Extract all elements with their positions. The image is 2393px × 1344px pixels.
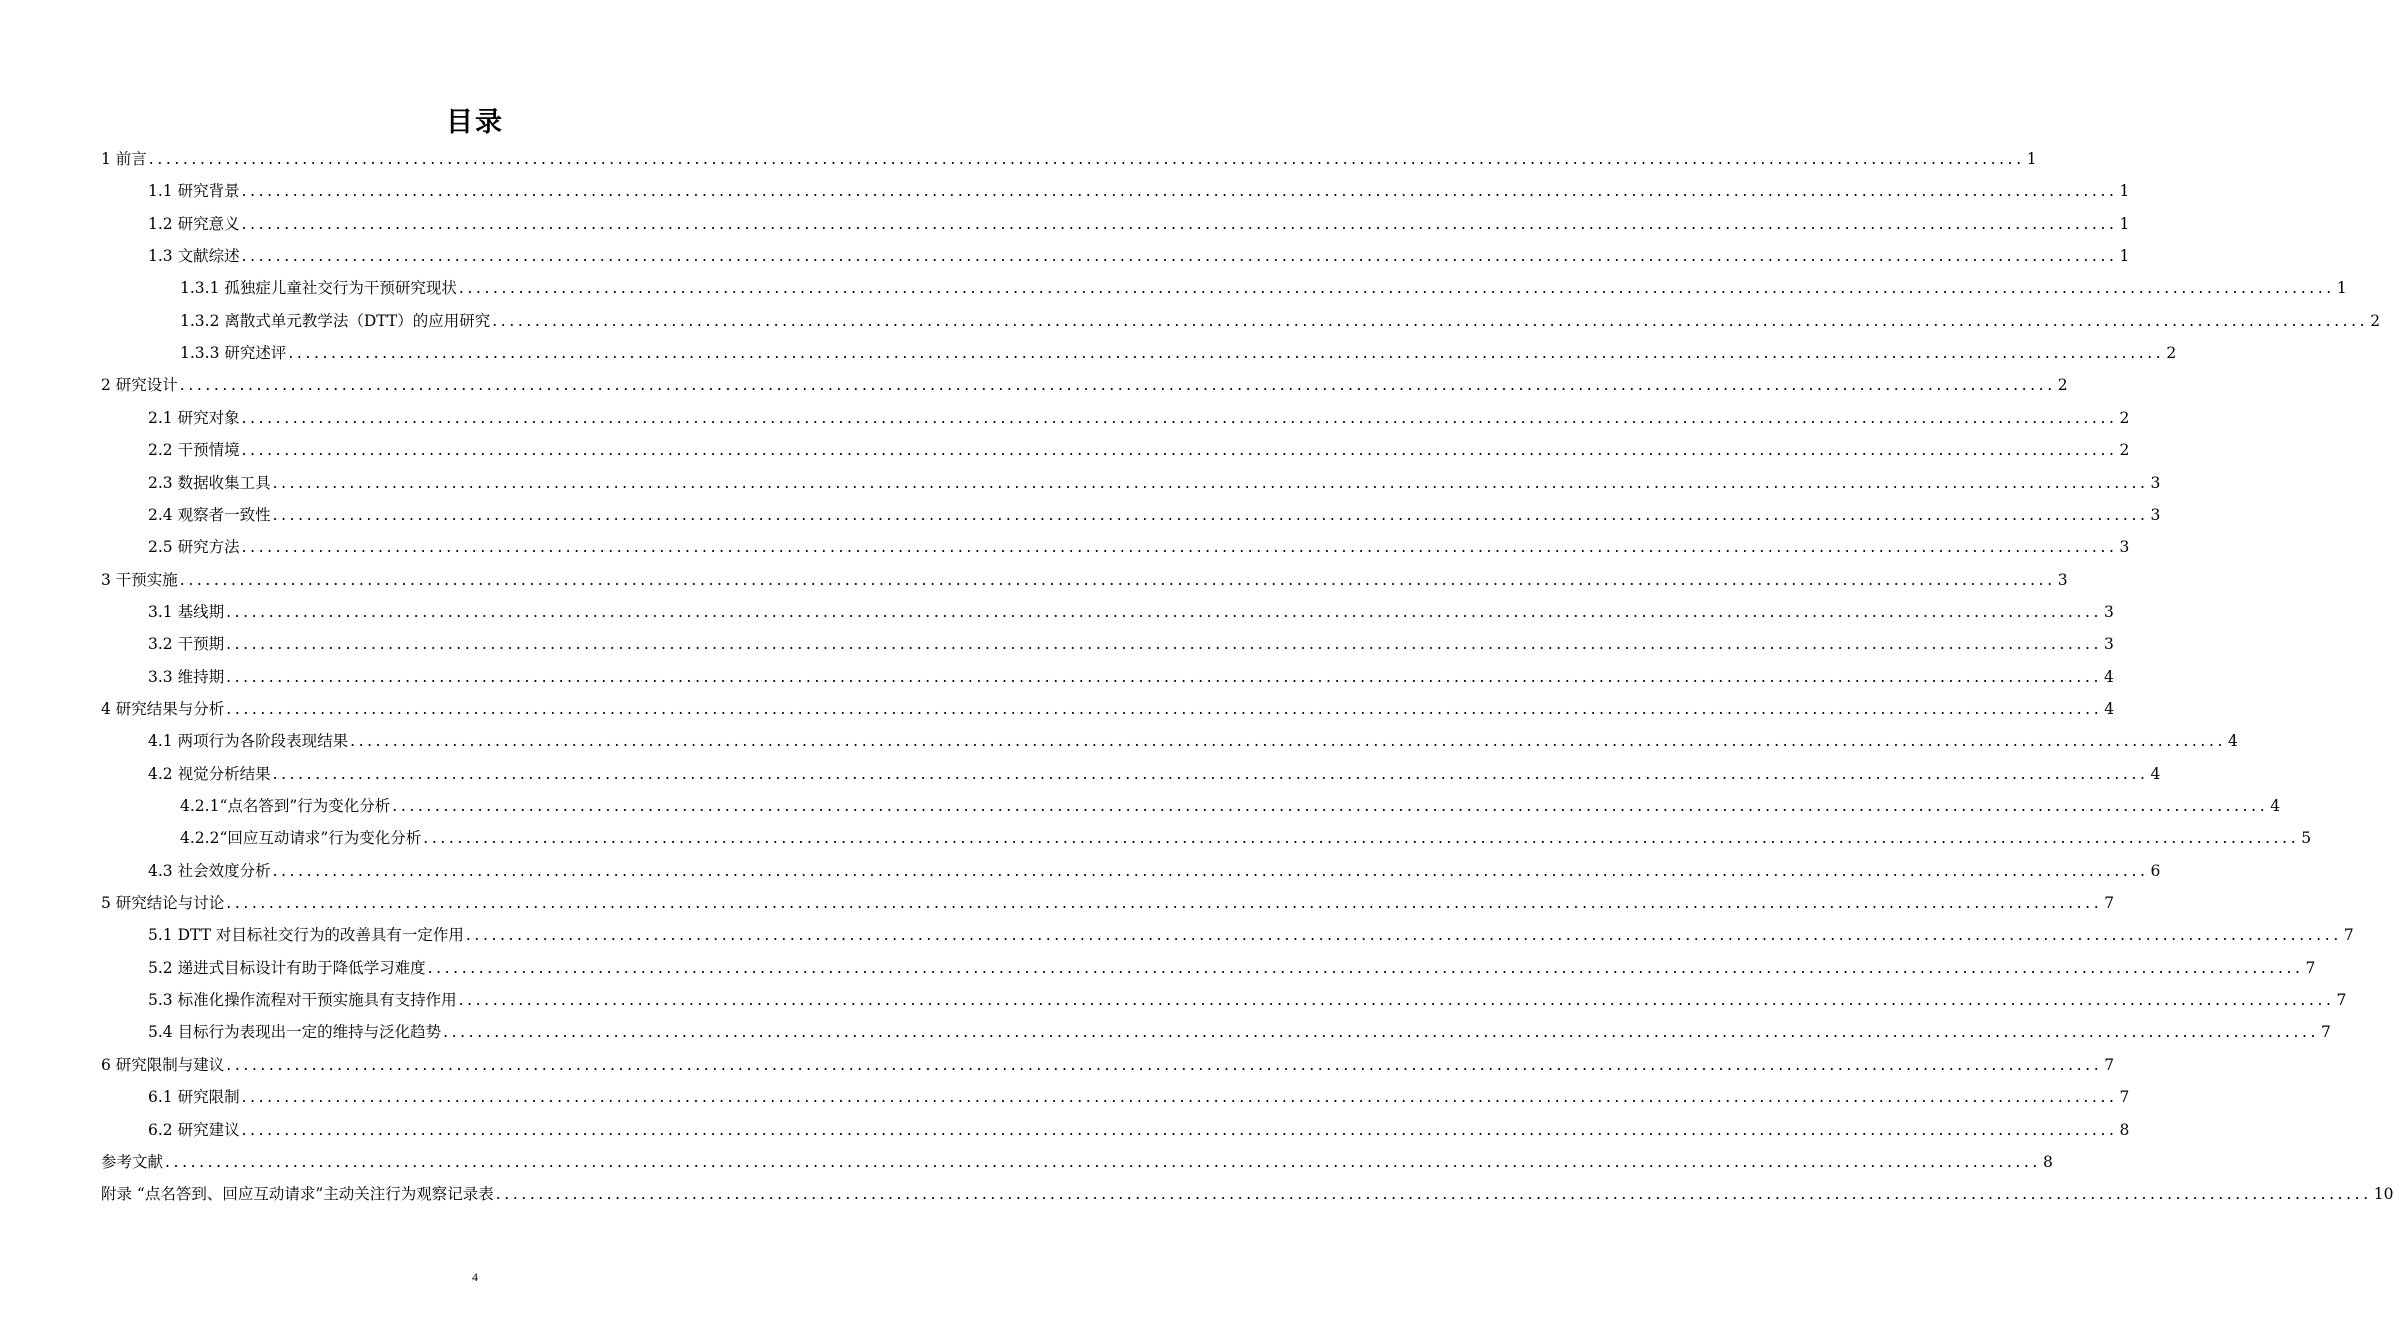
toc-leader-dots: ............................................................................................................................................................................................................................ bbox=[241, 1088, 2118, 1107]
toc-entry-label: 4 研究结果与分析 bbox=[101, 699, 225, 718]
toc-entry-label: 1.1 研究背景 bbox=[148, 182, 240, 201]
toc-entry-label: 1.3.1 孤独症儿童社交行为干预研究现状 bbox=[180, 279, 457, 298]
toc-entry-page: 7 bbox=[2119, 1088, 2130, 1107]
toc-entry-page: 2 bbox=[2119, 441, 2130, 460]
toc-entry-label: 2.2 干预情境 bbox=[148, 441, 240, 460]
toc-leader-dots: ............................................................................................................................................................................................................................ bbox=[226, 635, 2103, 654]
toc-entry[interactable] bbox=[101, 693, 2115, 725]
toc-entry-page: 4 bbox=[2270, 797, 2281, 815]
toc-entry-label: 5.1 DTT 对目标社交行为的改善具有一定作用 bbox=[148, 926, 464, 945]
toc-entry-label: 5 研究结论与讨论 bbox=[101, 894, 225, 913]
toc-entry[interactable] bbox=[101, 1146, 2053, 1178]
toc-leader-dots: ............................................................................................................................................................................................................................ bbox=[272, 505, 2149, 524]
toc-entry-page: 7 bbox=[2104, 1055, 2115, 1074]
toc-leader-dots: ............................................................................................................................................................................................................................ bbox=[392, 797, 2269, 815]
toc-entry[interactable] bbox=[180, 337, 2177, 369]
toc-entry[interactable] bbox=[148, 1016, 2331, 1048]
toc-leader-dots: ............................................................................................................................................................................................................................ bbox=[492, 311, 2369, 330]
toc-entry-label: 6.1 研究限制 bbox=[148, 1088, 240, 1107]
toc-leader-dots: ............................................................................................................................................................................................................................ bbox=[241, 441, 2118, 460]
toc-entry-label: 4.1 两项行为各阶段表现结果 bbox=[148, 732, 349, 751]
toc-entry-page: 7 bbox=[2343, 926, 2354, 945]
toc-entry[interactable] bbox=[148, 952, 2316, 984]
toc-leader-dots: ............................................................................................................................................................................................................................ bbox=[288, 344, 2165, 363]
toc-leader-dots: ............................................................................................................................................................................................................................ bbox=[458, 279, 2335, 298]
toc-entry[interactable] bbox=[148, 240, 2130, 272]
toc-leader-dots: ............................................................................................................................................................................................................................ bbox=[427, 958, 2304, 977]
toc-entry-page: 10 bbox=[2373, 1185, 2393, 1204]
toc-entry-label: 1.3.3 研究述评 bbox=[180, 344, 287, 363]
toc-entry-label: 3 干预实施 bbox=[101, 570, 178, 589]
toc-entry-label: 5.2 递进式目标设计有助于降低学习难度 bbox=[148, 958, 426, 977]
toc-entry[interactable] bbox=[148, 758, 2161, 790]
toc-entry-label: 2.3 数据收集工具 bbox=[148, 473, 271, 492]
toc-entry-page: 4 bbox=[2104, 667, 2114, 686]
toc-leader-dots: ............................................................................................................................................................................................................................ bbox=[465, 926, 2342, 945]
toc-entry-label: 5.3 标准化操作流程对干预实施具有支持作用 bbox=[148, 991, 457, 1010]
toc-entry-label: 1.3.2 离散式单元教学法（DTT）的应用研究 bbox=[180, 311, 491, 330]
toc-entry[interactable] bbox=[101, 143, 2037, 175]
toc-leader-dots: ............................................................................................................................................................................................................................ bbox=[241, 538, 2118, 557]
toc-entry-label: 1 前言 bbox=[101, 150, 147, 168]
toc-entry-label: 2.1 研究对象 bbox=[148, 408, 240, 427]
toc-entry[interactable] bbox=[180, 822, 2312, 854]
toc-leader-dots: ............................................................................................................................................................................................................................ bbox=[241, 408, 2118, 427]
toc-entry-label: 5.4 目标行为表现出一定的维持与泛化趋势 bbox=[148, 1023, 442, 1042]
toc-entry-page: 7 bbox=[2336, 991, 2347, 1010]
toc-entry-label: 2 研究设计 bbox=[101, 376, 178, 395]
toc-entry[interactable] bbox=[180, 305, 2381, 337]
toc-leader-dots: ............................................................................................................................................................................................................................ bbox=[226, 1055, 2103, 1074]
toc-entry-page: 2 bbox=[2370, 311, 2381, 330]
toc-entry-page: 1 bbox=[2026, 150, 2037, 168]
toc-entry-label: 4.2.2“回应互动请求”行为变化分析 bbox=[180, 829, 422, 848]
toc-leader-dots: ............................................................................................................................................................................................................................ bbox=[226, 894, 2103, 913]
toc-entry-page: 7 bbox=[2321, 1023, 2331, 1042]
toc-entry[interactable] bbox=[148, 499, 2161, 531]
toc-entry-page: 1 bbox=[2119, 214, 2130, 233]
toc-entry[interactable] bbox=[180, 790, 2281, 822]
toc-leader-dots: ............................................................................................................................................................................................................................ bbox=[179, 570, 2056, 589]
toc-entry-label: 参考文献 bbox=[101, 1152, 164, 1171]
toc-entry[interactable] bbox=[148, 628, 2114, 660]
toc-entry[interactable] bbox=[148, 434, 2130, 466]
toc-leader-dots: ............................................................................................................................................................................................................................ bbox=[179, 376, 2056, 395]
toc-leader-dots: ............................................................................................................................................................................................................................ bbox=[226, 602, 2103, 621]
toc-entry[interactable] bbox=[148, 596, 2114, 628]
toc-entry-label: 4.2 视觉分析结果 bbox=[148, 764, 271, 783]
toc-entry-page: 4 bbox=[2150, 764, 2161, 783]
toc-entry[interactable] bbox=[148, 984, 2347, 1016]
toc-entry[interactable] bbox=[101, 564, 2068, 596]
toc-entry[interactable] bbox=[148, 208, 2130, 240]
toc-entry-page: 7 bbox=[2104, 894, 2115, 913]
toc-leader-dots: ............................................................................................................................................................................................................................ bbox=[241, 1120, 2118, 1139]
toc-entry[interactable] bbox=[148, 467, 2161, 499]
toc-entry-label: 4.2.1“点名答到”行为变化分析 bbox=[180, 797, 391, 815]
toc-entry-page: 1 bbox=[2119, 182, 2130, 201]
toc-entry-page: 8 bbox=[2119, 1120, 2130, 1139]
toc-entry-page: 3 bbox=[2150, 473, 2161, 492]
toc-entry-page: 7 bbox=[2305, 958, 2316, 977]
toc-leader-dots: ............................................................................................................................................................................................................................ bbox=[443, 1023, 2320, 1042]
toc-entry-page: 3 bbox=[2057, 570, 2068, 589]
toc-entry[interactable] bbox=[101, 1178, 2393, 1210]
toc-entry-page: 1 bbox=[2336, 279, 2347, 298]
toc-leader-dots: ............................................................................................................................................................................................................................ bbox=[272, 764, 2149, 783]
toc-leader-dots: ............................................................................................................................................................................................................................ bbox=[165, 1152, 2041, 1171]
toc-entry[interactable] bbox=[180, 272, 2347, 304]
toc-entry[interactable] bbox=[101, 887, 2115, 919]
toc-entry-label: 4.3 社会效度分析 bbox=[148, 861, 271, 880]
toc-entry-page: 5 bbox=[2301, 829, 2312, 848]
toc-leader-dots: ............................................................................................................................................................................................................................ bbox=[272, 861, 2149, 880]
toc-entry-label: 1.3 文献综述 bbox=[148, 247, 240, 266]
toc-entry-label: 6.2 研究建议 bbox=[148, 1120, 240, 1139]
toc-entry-page: 3 bbox=[2150, 505, 2161, 524]
toc-entry-page: 3 bbox=[2104, 602, 2114, 621]
toc-entry-label: 3.2 干预期 bbox=[148, 635, 225, 654]
toc-entry-page: 1 bbox=[2119, 247, 2130, 266]
toc-entry-page: 2 bbox=[2166, 344, 2177, 363]
toc-entry-page: 6 bbox=[2150, 861, 2161, 880]
toc-entry[interactable] bbox=[101, 1049, 2115, 1081]
toc-entry[interactable] bbox=[148, 1081, 2130, 1113]
toc-entry-label: 1.2 研究意义 bbox=[148, 214, 240, 233]
toc-entry-label: 2.5 研究方法 bbox=[148, 538, 240, 557]
toc-leader-dots: ............................................................................................................................................................................................................................ bbox=[241, 247, 2118, 266]
toc-entry-label: 附录 “点名答到、回应互动请求”主动关注行为观察记录表 bbox=[101, 1185, 494, 1204]
toc-title: 目录 bbox=[446, 107, 504, 138]
toc-entry[interactable] bbox=[148, 725, 2238, 757]
toc-entry-page: 2 bbox=[2119, 408, 2130, 427]
toc-leader-dots: ............................................................................................................................................................................................................................ bbox=[458, 991, 2335, 1010]
toc-entry-label: 6 研究限制与建议 bbox=[101, 1055, 225, 1074]
toc-leader-dots: ............................................................................................................................................................................................................................ bbox=[241, 182, 2118, 201]
toc-entry-label: 3.1 基线期 bbox=[148, 602, 225, 621]
toc-entry-page: 4 bbox=[2104, 699, 2115, 718]
toc-entry[interactable] bbox=[148, 531, 2130, 563]
toc-entry[interactable] bbox=[148, 175, 2130, 207]
toc-entry-page: 8 bbox=[2042, 1152, 2053, 1171]
page-number: 4 bbox=[472, 1270, 478, 1284]
toc-entry-page: 2 bbox=[2057, 376, 2068, 395]
toc-leader-dots: ............................................................................................................................................................................................................................ bbox=[350, 732, 2227, 751]
toc-entry-page: 3 bbox=[2104, 635, 2114, 654]
toc-entry[interactable] bbox=[148, 1114, 2130, 1146]
toc-entry[interactable] bbox=[148, 402, 2130, 434]
toc-leader-dots: ............................................................................................................................................................................................................................ bbox=[272, 473, 2149, 492]
toc-entry[interactable] bbox=[148, 661, 2114, 693]
toc-entry-page: 4 bbox=[2228, 732, 2238, 751]
toc-leader-dots: ............................................................................................................................................................................................................................ bbox=[423, 829, 2300, 848]
toc-leader-dots: ............................................................................................................................................................................................................................ bbox=[241, 214, 2118, 233]
toc-leader-dots: ............................................................................................................................................................................................................................ bbox=[226, 667, 2103, 686]
toc-entry-label: 3.3 维持期 bbox=[148, 667, 225, 686]
toc-entry[interactable] bbox=[101, 369, 2068, 401]
toc-leader-dots: ............................................................................................................................................................................................................................ bbox=[226, 699, 2103, 718]
toc-leader-dots: ............................................................................................................................................................................................................................ bbox=[495, 1185, 2372, 1204]
toc-entry[interactable] bbox=[148, 919, 2354, 951]
toc-leader-dots: ............................................................................................................................................................................................................................ bbox=[148, 150, 2025, 168]
toc-entry[interactable] bbox=[148, 855, 2161, 887]
toc-entry-page: 3 bbox=[2119, 538, 2130, 557]
toc-entry-label: 2.4 观察者一致性 bbox=[148, 505, 271, 524]
